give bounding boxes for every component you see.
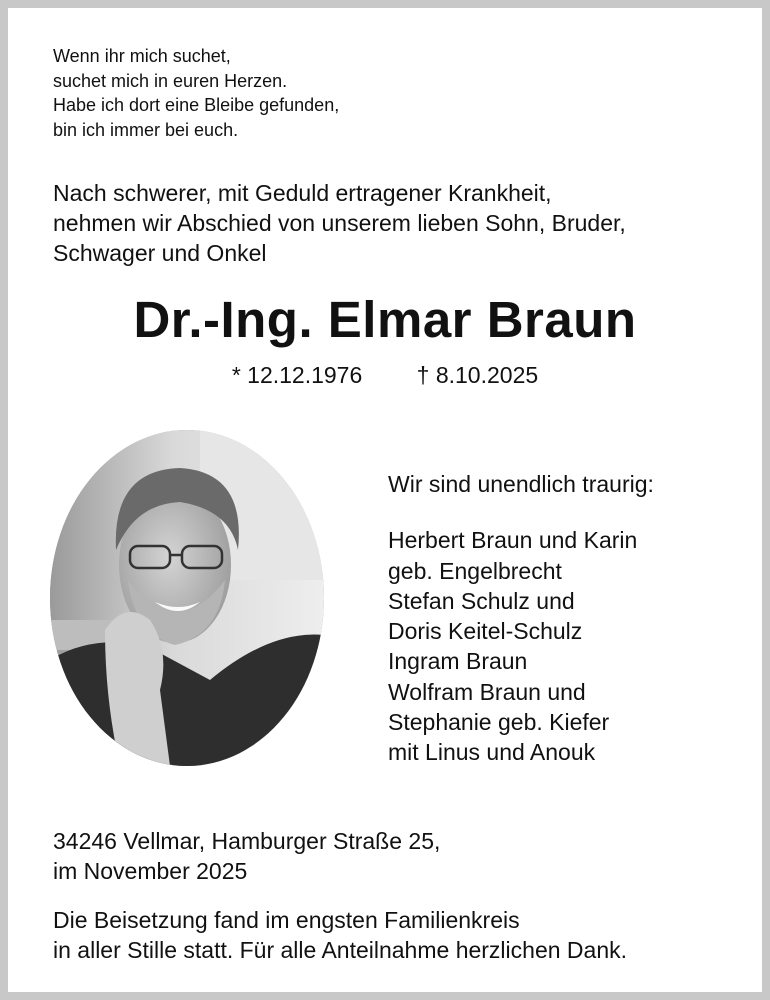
closing-line: in aller Stille statt. Für alle Anteilnahme herzlichen Dank. [53, 937, 628, 963]
birth-date: * 12.12.1976 [231, 362, 363, 388]
closing-line: Die Beisetzung fand im engsten Familienkreis [53, 907, 520, 933]
poem-line: suchet mich in euren Herzen. [53, 70, 288, 91]
address-line: 34246 Vellmar, Hamburger Straße 25, [53, 828, 441, 854]
life-dates [8, 362, 762, 389]
death-date: † 8.10.2025 [416, 362, 539, 388]
family-member: Stefan Schulz und [388, 587, 575, 614]
family-member: Stephanie geb. Kiefer [388, 709, 610, 736]
family-member: geb. Engelbrecht [388, 557, 562, 584]
obituary-card [8, 8, 762, 992]
portrait-photo [50, 430, 324, 766]
family-lead: Wir sind unendlich traurig: [388, 471, 654, 497]
intro-line: nehmen wir Abschied von unserem lieben Sohn, Bruder, [53, 210, 626, 236]
poem [53, 44, 339, 142]
family-member: Ingram Braun [388, 648, 528, 675]
intro-line: Schwager und Onkel [53, 240, 267, 266]
portrait-image [50, 430, 324, 766]
poem-line: Wenn ihr mich suchet, [53, 46, 231, 66]
poem-line: bin ich immer bei euch. [53, 119, 239, 140]
family-list [388, 469, 654, 768]
intro-line: Nach schwerer, mit Geduld ertragener Krankheit, [53, 180, 552, 206]
family-member: Wolfram Braun und [388, 678, 586, 705]
closing-text [53, 905, 627, 965]
poem-line: Habe ich dort eine Bleibe gefunden, [53, 95, 340, 115]
address-line: im November 2025 [53, 858, 248, 884]
intro-text [53, 178, 626, 268]
family-member: Herbert Braun und Karin [388, 527, 638, 554]
family-member: Doris Keitel-Schulz [388, 618, 583, 645]
deceased-name: Dr.-Ing. Elmar Braun [133, 291, 637, 348]
address-block [53, 826, 440, 886]
family-member: mit Linus und Anouk [388, 739, 596, 766]
